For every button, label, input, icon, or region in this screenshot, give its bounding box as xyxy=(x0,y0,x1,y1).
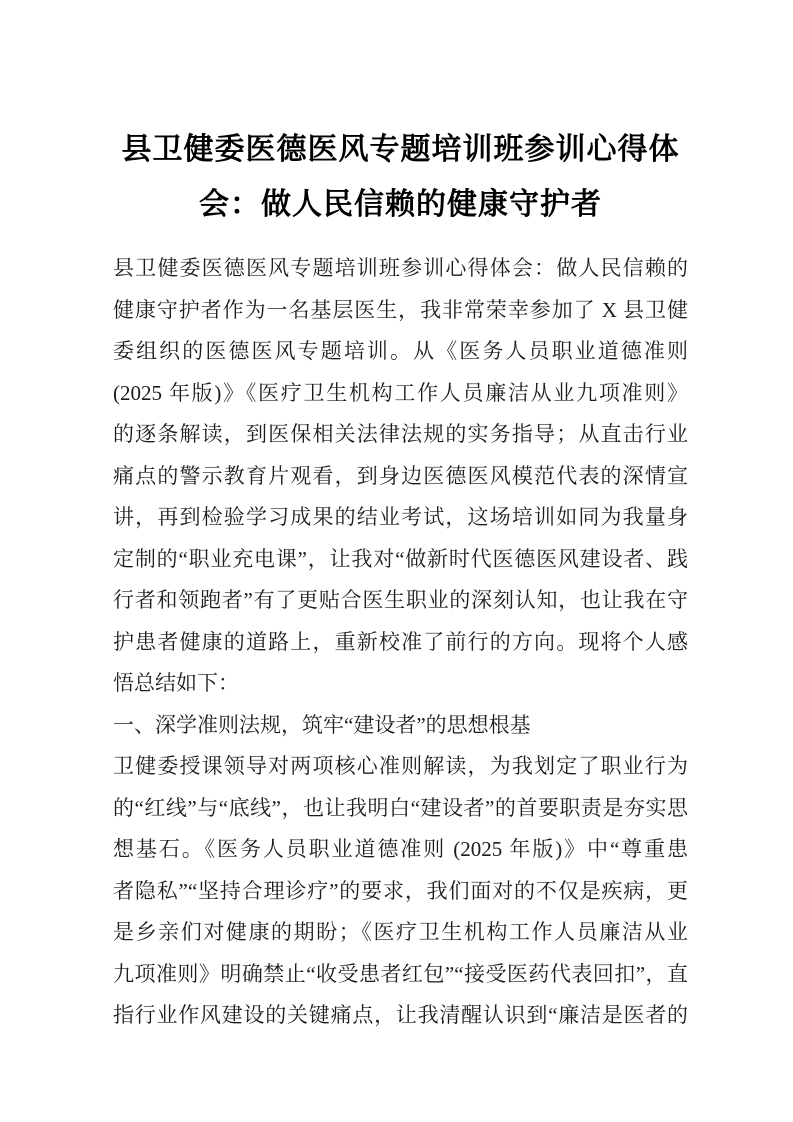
text-line: 行者和领跑者”有了更贴合医生职业的深刻认知，也让我在守 xyxy=(113,588,688,612)
text-line: 定制的“职业充电课”，让我对“做新时代医德医风建设者、践 xyxy=(113,546,688,571)
text-line: 卫健委授课领导对两项核心准则解读，为我划定了职业行为 xyxy=(113,754,688,778)
text-line: 指行业作风建设的关键痛点，让我清醒认识到“廉洁是医者的 xyxy=(113,1003,688,1027)
text-line: 县卫健委医德医风专题培训班参训心得体会：做人民信赖的 xyxy=(113,256,688,280)
text-line: 九项准则》明确禁止“收受患者红包”“接受医药代表回扣”，直 xyxy=(113,961,688,986)
heading-line: 一、深学准则法规，筑牢“建设者”的思想根基 xyxy=(113,712,531,737)
text-line: 的逐条解读，到医保相关法律法规的实务指导；从直击行业 xyxy=(113,422,688,446)
text-line: 健康守护者作为一名基层医生，我非常荣幸参加了 X 县卫健 xyxy=(113,297,688,322)
document-body xyxy=(113,248,688,1037)
text-line: 悟总结如下： xyxy=(113,671,239,695)
document-title xyxy=(113,122,688,232)
title-line-1: 县卫健委医德医风专题培训班参训心得体 xyxy=(121,133,680,166)
text-line: 讲，再到检验学习成果的结业考试，这场培训如同为我量身 xyxy=(113,505,688,529)
text-line: 护患者健康的道路上，重新校准了前行的方向。现将个人感 xyxy=(113,629,688,654)
section-heading xyxy=(113,705,688,747)
text-line: 是乡亲们对健康的期盼；《医疗卫生机构工作人员廉洁从业 xyxy=(113,920,688,944)
title-line-2: 会：做人民信赖的健康守护者 xyxy=(199,188,602,221)
text-line: 痛点的警示教育片观看，到身边医德医风模范代表的深情宣 xyxy=(113,463,688,488)
text-line: 委组织的医德医风专题培训。从《医务人员职业道德准则 xyxy=(113,339,688,363)
text-line: 的“红线”与“底线”，也让我明白“建设者”的首要职责是夯实思 xyxy=(113,795,688,820)
text-line: 想基石。《医务人员职业道德准则 (2025 年版)》中“尊重患 xyxy=(113,837,688,861)
text-line: 者隐私”“坚持合理诊疗”的要求，我们面对的不仅是疾病，更 xyxy=(113,878,688,903)
section-paragraph xyxy=(113,746,688,1037)
intro-paragraph xyxy=(113,248,688,705)
text-line: (2025 年版)》《医疗卫生机构工作人员廉洁从业九项准则》 xyxy=(113,380,688,405)
